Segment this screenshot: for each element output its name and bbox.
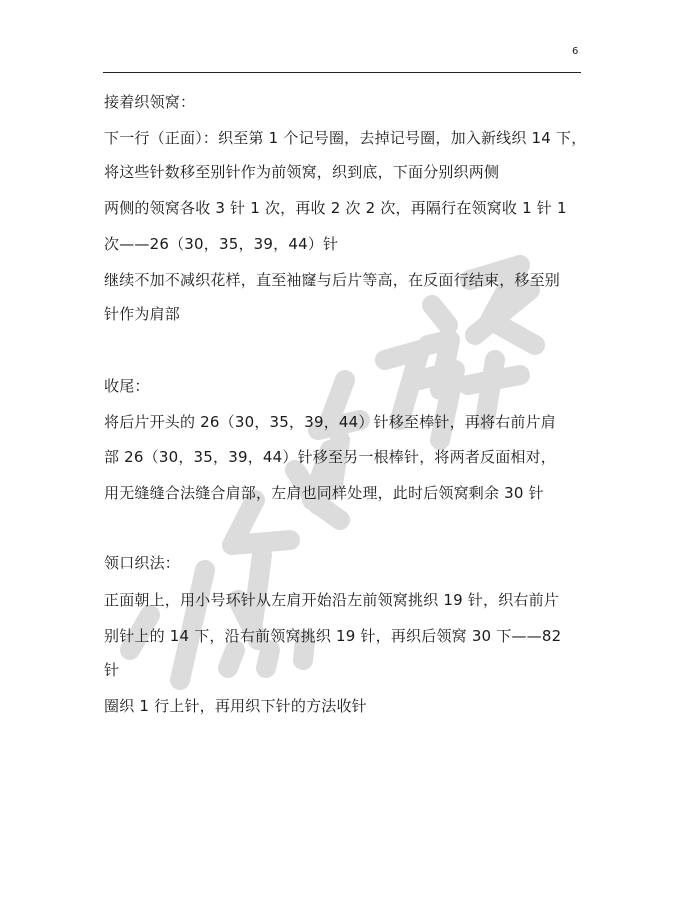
paragraph-line: 别针上的 14 下，沿右前领窝挑织 19 针，再织后领窝 30 下——82: [104, 627, 562, 645]
paragraph-line: 针作为肩部: [104, 305, 181, 323]
paragraph-line: 将后片开头的 26（30，35，39，44）针移至棒针，再将右前片肩: [104, 413, 557, 431]
header-divider: [103, 72, 581, 73]
paragraph-line: 将这些针数移至别针作为前领窝，织到底，下面分别织两侧: [104, 163, 500, 181]
paragraph-line: 下一行（正面）：织至第 1 个记号圈，去掉记号圈，加入新线织 14 下，: [104, 129, 587, 147]
section-heading-neckband: 领口织法：: [104, 554, 181, 572]
paragraph-line: 两侧的领窝各收 3 针 1 次，再收 2 次 2 次，再隔行在领窝收 1 针 1: [104, 199, 567, 217]
paragraph-line: 部 26（30，35，39，44）针移至另一根棒针，将两者反面相对，: [104, 448, 557, 466]
paragraph-line: 继续不加不减织花样，直至袖窿与后片等高，在反面行结束，移至别: [104, 271, 561, 289]
section-heading-finishing: 收尾：: [104, 377, 150, 395]
paragraph-line: 次——26（30，35，39，44）针: [104, 235, 339, 253]
paragraph-line: 正面朝上，用小号环针从左肩开始沿左前领窝挑织 19 针，织右前片: [104, 591, 560, 609]
paragraph-line: 用无缝缝合法缝合肩部，左肩也同样处理，此时后领窝剩余 30 针: [104, 484, 544, 502]
page-number: 6: [572, 46, 579, 57]
paragraph-line: 针: [104, 661, 120, 679]
paragraph-line: 圈织 1 行上针，再用织下针的方法收针: [104, 697, 367, 715]
section-heading-neckline: 接着织领窝：: [104, 93, 196, 111]
